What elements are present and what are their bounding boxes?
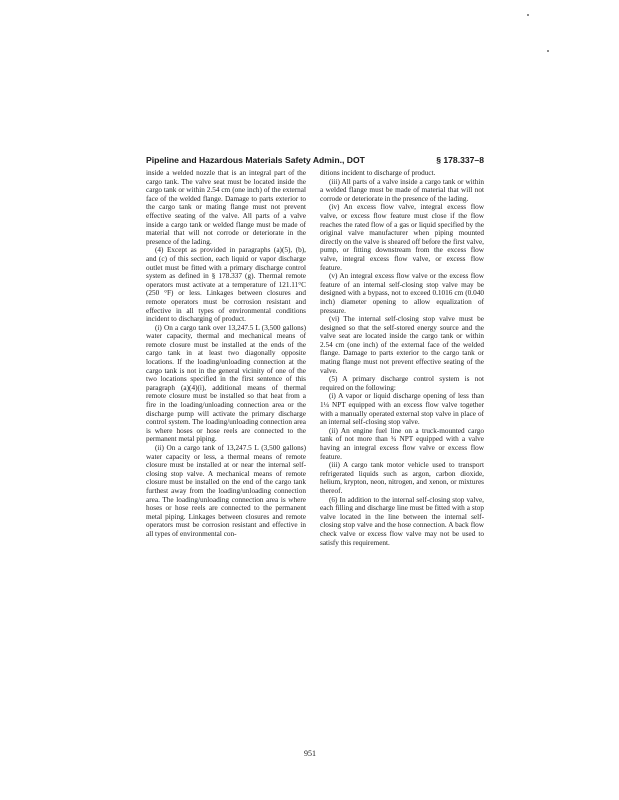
paragraph: (4) Except as provided in paragraphs (a)(5), (b), and (c) of this section, each liquid or vapor discharge outlet must be fitted with a primary discharge control system as defined in § 178.337 (g). Thermal remote operators must activate at a temperature of 121.11°C (250 °F) or less. Linkages between closures and remote operators must be corrosion resistant and effective in all types of environmental conditions incident to discharging of product. xyxy=(146,246,306,324)
scan-speck xyxy=(527,14,529,16)
paragraph: ditions incident to discharge of product. xyxy=(320,169,436,177)
paragraph: (i) On a cargo tank over 13,247.5 L (3,500 gallons) water capacity, thermal and mechanical means of remote closure must be installed at the ends of the cargo tank in at least two diagonally opposite locations. If the loading/unloading connection at the cargo tank is not in the general vicinity of one of the two locations specified in the first sentence of this paragraph (a)(4)(i), additional means of thermal remote closure must be installed so that heat from a fire in the loading/unloading connection area or the discharge pump will activate the primary discharge control system. The loading/unloading connection area is where hoses or hose reels are connected to the permanent metal piping. xyxy=(146,323,306,444)
paragraph: (iii) A cargo tank motor vehicle used to transport refrigerated liquids such as argon, carbon dioxide, helium, krypton, neon, nitrogen, and xenon, or mixtures thereof. xyxy=(320,461,484,495)
paragraph: (vi) The internal self-closing stop valve must be designed so that the self-stored energy source and the valve seat are located inside the cargo tank or within 2.54 cm (one inch) of the external face of the welded flange. Damage to parts exterior to the cargo tank or mating flange must not prevent effective seating of the valve. xyxy=(320,315,484,375)
paragraph: (ii) On a cargo tank of 13,247.5 L (3,500 gallons) water capacity or less, a thermal means of remote closure must be installed at or near the internal self-closing stop valve. A mechanical means of remote closure must be installed on the end of the cargo tank furthest away from the loading/unloading connection area. The loading/unloading connection area is where hoses or hose reels are connected to the permanent metal piping. Linkages between closures and remote operators must be corrosion resistant and effective in all types of environmental con- xyxy=(146,444,306,538)
paragraph: (iv) An excess flow valve, integral excess flow valve, or excess flow feature must close if the flow reaches the rated flow of a gas or liquid specified by the original valve manufacturer when piping mounted directly on the valve is sheared off before the first valve, pump, or fitting downstream from the excess flow valve, integral excess flow valve, or excess flow feature. xyxy=(320,203,484,272)
paragraph: inside a welded nozzle that is an integral part of the cargo tank. The valve seat must be located inside the cargo tank or within 2.54 cm (one inch) of the external face of the welded flange. Damage to parts exterior to the cargo tank or mating flange must not prevent effective seating of the valve. All parts of a valve inside a cargo tank or welded flange must be made of material that will not corrode or deteriorate in the presence of the lading. xyxy=(146,169,306,246)
header-agency: Pipeline and Hazardous Materials Safety Admin., DOT xyxy=(146,155,365,165)
page-number: 951 xyxy=(304,749,316,758)
paragraph: (i) A vapor or liquid discharge opening of less than 1¼ NPT equipped with an excess flow valve together with a manually operated external stop valve in place of an internal self-closing stop valve. xyxy=(320,392,484,427)
paragraph: (v) An integral excess flow valve or the excess flow feature of an internal self-closing stop valve may be designed with a bypass, not to exceed 0.1016 cm (0.040 inch) diameter opening to allow equalization of pressure. xyxy=(320,272,484,315)
scan-speck xyxy=(547,50,549,52)
running-header xyxy=(146,155,484,169)
right-column xyxy=(320,169,484,547)
paragraph: (iii) All parts of a valve inside a cargo tank or within a welded flange must be made of material that will not corrode or deteriorate in the presence of the lading. xyxy=(320,177,484,203)
header-section-number: § 178.337–8 xyxy=(436,155,484,165)
paragraph: (5) A primary discharge control system is not required on the following: xyxy=(320,375,484,392)
left-column xyxy=(146,169,306,539)
paragraph: (ii) An engine fuel line on a truck-mounted cargo tank of not more than ¾ NPT equipped with a valve having an integral excess flow valve or excess flow feature. xyxy=(320,426,484,461)
paragraph: (6) In addition to the internal self-closing stop valve, each filling and discharge line must be fitted with a stop valve located in the line between the internal self-closing stop valve and the hose connection. A back flow check valve or excess flow valve may not be used to satisfy this requirement. xyxy=(320,495,484,547)
